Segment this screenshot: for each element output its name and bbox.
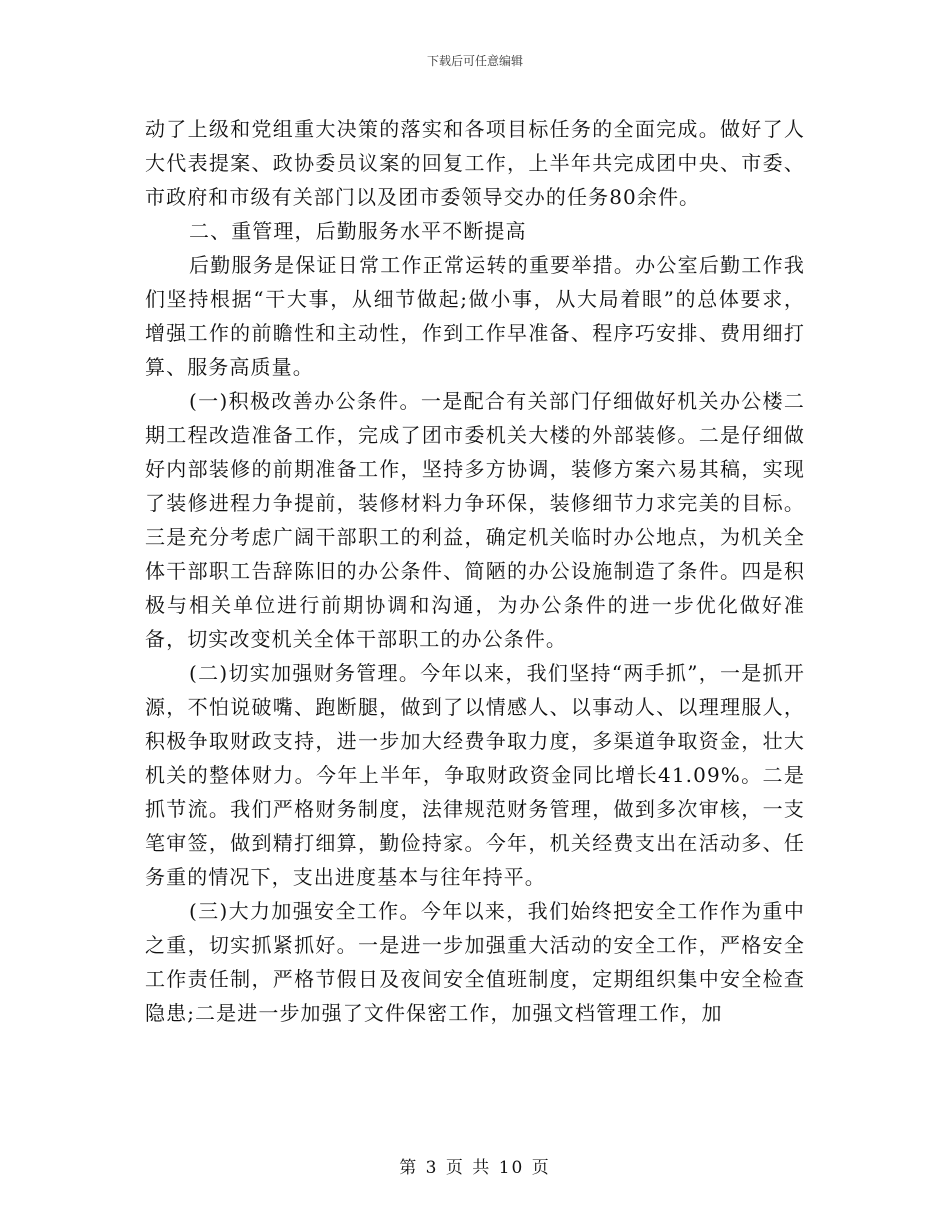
paragraph-safety-work: (三)大力加强安全工作。今年以来，我们始终把安全工作作为重中之重，切实抓紧抓好。一是进一步加强重大活动的安全工作，严格安全工作责任制，严格节假日及夜间安全值班制度，定期组织集中安全检查隐患;二是进一步加强了文件保密工作，加强文档管理工作，加 [145, 899, 805, 1025]
paragraph-financial-management: (二)切实加强财务管理。今年以来，我们坚持“两手抓”，一是抓开源，不怕说破嘴、跑断腿，做到了以情感人、以事动人、以理理服人，积极争取财政支持，进一步加大经费争取力度，多渠道争取资金，壮大机关的整体财力。今年上半年，争取财政资金同比增长41.09%。二是抓节流。我们严格财务制度，法律规范财务管理，做到多次审核，一支笔审签，做到精打细算，勤俭持家。今年，机关经费支出在活动多、任务重的情况下，支出进度基本与往年持平。 [145, 661, 805, 889]
document-body [145, 112, 805, 1030]
section-heading: 二、重管理，后勤服务水平不断提高 [189, 219, 527, 243]
paragraph-continuation: 动了上级和党组重大决策的落实和各项目标任务的全面完成。做好了人大代表提案、政协委员议案的回复工作，上半年共完成团中央、市委、市政府和市级有关部门以及团市委领导交办的任务80余件。 [145, 117, 805, 209]
page-footer: 第 3 页 共 10 页 [399, 1158, 551, 1178]
paragraph-logistics-intro: 后勤服务是保证日常工作正常运转的重要举措。办公室后勤工作我们坚持根据“干大事，从细节做起;做小事，从大局着眼”的总体要求，增强工作的前瞻性和主动性，作到工作早准备、程序巧安排、费用细打算、服务高质量。 [145, 253, 805, 379]
page-header: 下载后可任意编辑 [426, 54, 523, 68]
paragraph-office-conditions: (一)积极改善办公条件。一是配合有关部门仔细做好机关办公楼二期工程改造准备工作，完成了团市委机关大楼的外部装修。二是仔细做好内部装修的前期准备工作，坚持多方协调，装修方案六易其稿，实现了装修进程力争提前，装修材料力争环保，装修细节力求完美的目标。三是充分考虑广阔干部职工的利益，确定机关临时办公地点，为机关全体干部职工告辞陈旧的办公条件、简陋的办公设施制造了条件。四是积极与相关单位进行前期协调和沟通，为办公条件的进一步优化做好准备，切实改变机关全体干部职工的办公条件。 [145, 389, 805, 651]
